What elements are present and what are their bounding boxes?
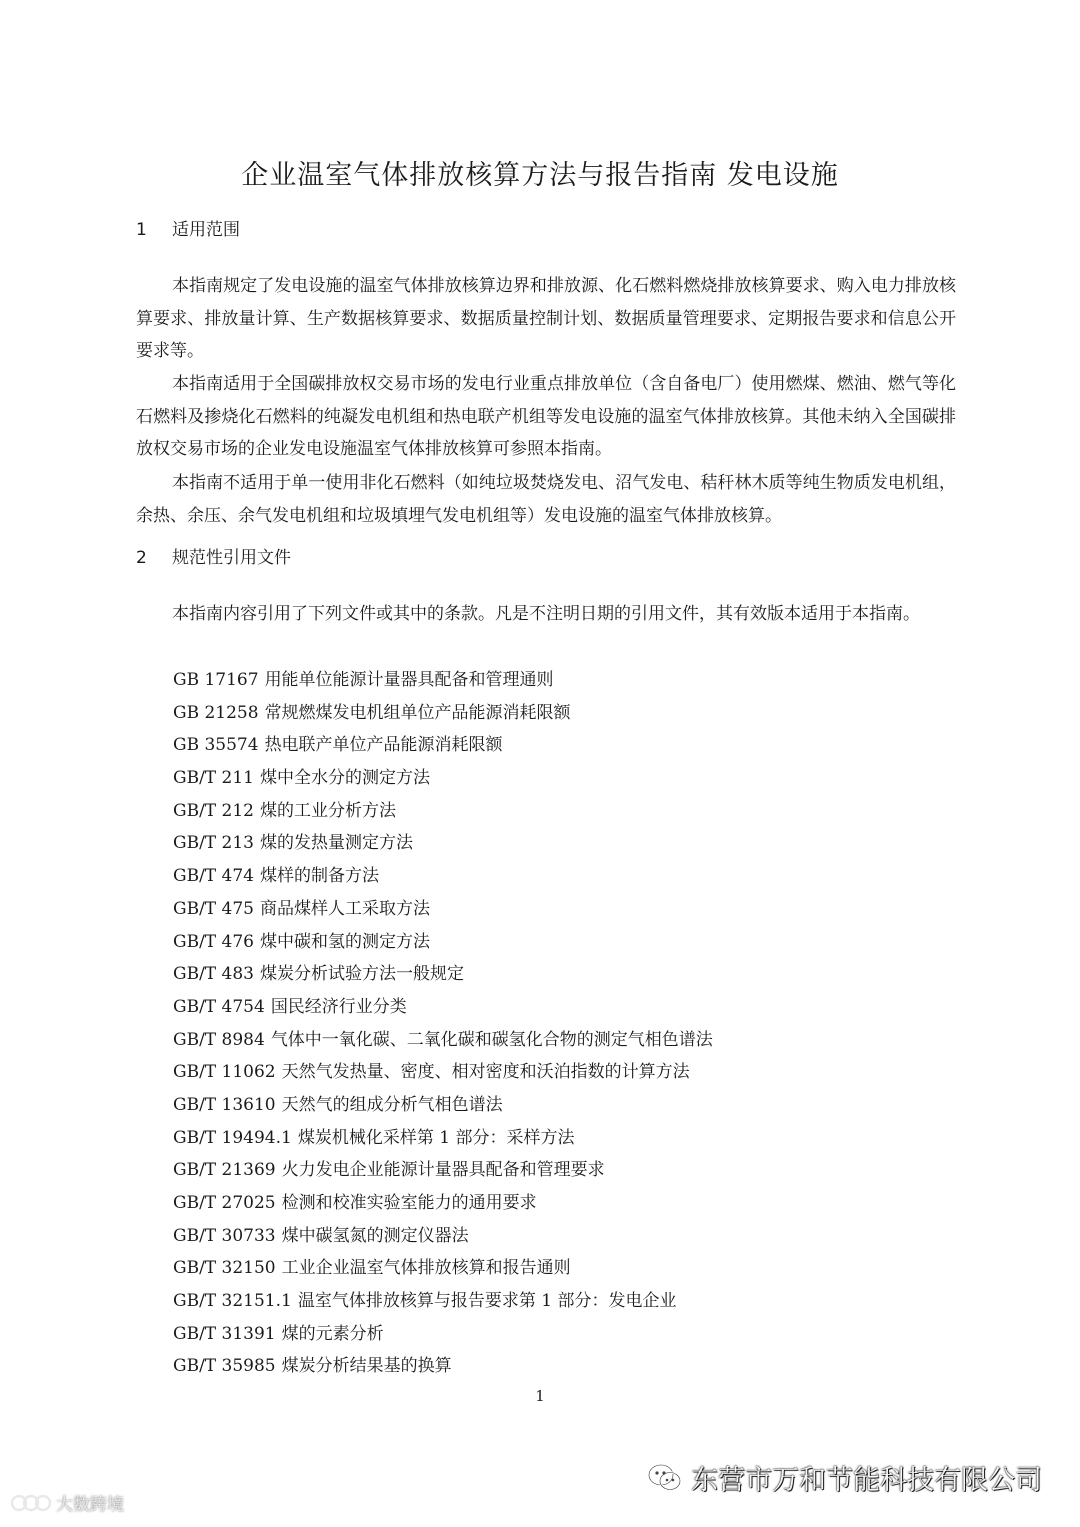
reference-title: 煤中全水分的测定方法 — [260, 768, 430, 789]
reference-item — [173, 762, 713, 795]
reference-title: 温室气体排放核算与报告要求第 1 部分：发电企业 — [297, 1291, 677, 1312]
reference-title: 煤炭分析试验方法一般规定 — [260, 964, 464, 985]
reference-code: GB/T 35985 — [173, 1356, 276, 1377]
reference-code: GB/T 8984 — [173, 1029, 265, 1050]
reference-code: GB/T 4754 — [173, 996, 265, 1017]
wechat-icon — [647, 1462, 683, 1494]
reference-code: GB/T 13610 — [173, 1094, 276, 1115]
reference-item — [173, 1252, 713, 1285]
section-title: 规范性引用文件 — [172, 548, 291, 568]
reference-title: 国民经济行业分类 — [270, 996, 407, 1017]
logo-icon — [10, 1492, 52, 1514]
section-number: 2 — [136, 548, 147, 568]
reference-title: 天然气发热量、密度、相对密度和沃泊指数的计算方法 — [281, 1062, 690, 1083]
reference-item — [173, 1024, 713, 1057]
reference-code: GB 35574 — [173, 735, 259, 756]
reference-item — [173, 664, 713, 697]
reference-title: 煤的工业分析方法 — [260, 800, 396, 821]
reference-title: 煤炭分析结果基的换算 — [281, 1356, 452, 1377]
reference-code: GB/T 27025 — [173, 1193, 276, 1213]
reference-title: 火力发电企业能源计量器具配备和管理要求 — [281, 1160, 605, 1181]
reference-item — [173, 1285, 713, 1318]
reference-code: GB/T 19494.1 — [173, 1127, 292, 1148]
reference-item — [173, 860, 713, 893]
section-heading-scope — [136, 218, 240, 242]
reference-item — [173, 1089, 713, 1122]
paragraph-intro: 本指南内容引用了下列文件或其中的条款。凡是不注明日期的引用文件，其有效版本适用于本指南。 — [172, 604, 920, 624]
reference-title: 检测和校准实验室能力的通用要求 — [281, 1193, 537, 1213]
reference-title: 气体中一氧化碳、二氧化碳和碳氢化合物的测定气相色谱法 — [270, 1029, 713, 1050]
reference-code: GB/T 21369 — [173, 1160, 276, 1181]
reference-item — [173, 1187, 713, 1220]
reference-code: GB/T 32150 — [173, 1258, 276, 1279]
section-heading-references — [136, 546, 291, 570]
paragraph: 本指南不适用于单一使用非化石燃料（如纯垃圾焚烧发电、沼气发电、秸秆林木质等纯生物质发电机组，余热、余压、余气发电机组和垃圾填埋气发电机组等）发电设施的温室气体排放核算。 — [136, 473, 956, 526]
reference-item — [173, 1154, 713, 1187]
reference-item — [173, 795, 713, 828]
reference-code: GB/T 30733 — [173, 1225, 276, 1246]
reference-title: 常规燃煤发电机组单位产品能源消耗限额 — [264, 702, 571, 723]
document-title: 企业温室气体排放核算方法与报告指南 发电设施 — [241, 160, 839, 191]
page-number: 1 — [535, 1387, 545, 1405]
reference-code: GB/T 212 — [173, 800, 254, 821]
reference-title: 煤炭机械化采样第 1 部分：采样方法 — [297, 1127, 575, 1148]
reference-code: GB/T 11062 — [173, 1062, 276, 1083]
reference-code: GB/T 213 — [173, 833, 254, 854]
reference-title: 煤中碳氢氮的测定仪器法 — [281, 1225, 469, 1246]
paragraph: 本指南适用于全国碳排放权交易市场的发电行业重点排放单位（含自备电厂）使用燃煤、燃油、燃气等化石燃料及掺烧化石燃料的纯凝发电机组和热电联产机组等发电设施的温室气体排放核算。其他未纳入全国碳排放权交易市场的企业发电设施温室气体排放核算可参照本指南。 — [136, 374, 956, 459]
reference-item — [173, 697, 713, 730]
reference-code: GB/T 474 — [173, 866, 254, 887]
section-number: 1 — [136, 220, 147, 240]
reference-title: 商品煤样人工采取方法 — [260, 898, 430, 919]
reference-list — [173, 664, 713, 1383]
reference-code: GB/T 483 — [173, 964, 254, 985]
reference-code: GB 17167 — [173, 670, 259, 690]
reference-title: 工业企业温室气体排放核算和报告通则 — [281, 1258, 571, 1279]
reference-title: 煤中碳和氢的测定方法 — [260, 931, 430, 952]
reference-title: 煤的元素分析 — [281, 1323, 384, 1344]
reference-item — [173, 991, 713, 1024]
reference-code: GB/T 31391 — [173, 1323, 276, 1344]
reference-code: GB/T 211 — [173, 768, 254, 789]
reference-item — [173, 1056, 713, 1089]
reference-title: 煤样的制备方法 — [260, 866, 379, 887]
company-name: 东营市万和节能科技有限公司 — [691, 1465, 1042, 1496]
reference-title: 热电联产单位产品能源消耗限额 — [264, 735, 503, 756]
source-name: 大数跨境 — [56, 1495, 124, 1515]
reference-item — [173, 958, 713, 991]
source-watermark — [10, 1490, 124, 1515]
reference-title: 天然气的组成分析气相色谱法 — [281, 1094, 503, 1115]
reference-title: 用能单位能源计量器具配备和管理通则 — [264, 670, 554, 690]
reference-item — [173, 827, 713, 860]
company-watermark — [647, 1458, 1042, 1497]
reference-item — [173, 1318, 713, 1351]
reference-code: GB 21258 — [173, 702, 259, 723]
reference-title: 煤的发热量测定方法 — [260, 833, 413, 854]
reference-code: GB/T 475 — [173, 898, 254, 919]
reference-item — [173, 1220, 713, 1253]
reference-item — [173, 729, 713, 762]
reference-item — [173, 893, 713, 926]
reference-item — [173, 1350, 713, 1383]
reference-item — [173, 926, 713, 959]
reference-item — [173, 1122, 713, 1155]
section-title: 适用范围 — [172, 220, 240, 240]
reference-code: GB/T 32151.1 — [173, 1291, 292, 1312]
paragraph: 本指南规定了发电设施的温室气体排放核算边界和排放源、化石燃料燃烧排放核算要求、购入电力排放核算要求、排放量计算、生产数据核算要求、数据质量控制计划、数据质量管理要求、定期报告要求和信息公开要求等。 — [136, 276, 956, 361]
reference-code: GB/T 476 — [173, 931, 254, 952]
